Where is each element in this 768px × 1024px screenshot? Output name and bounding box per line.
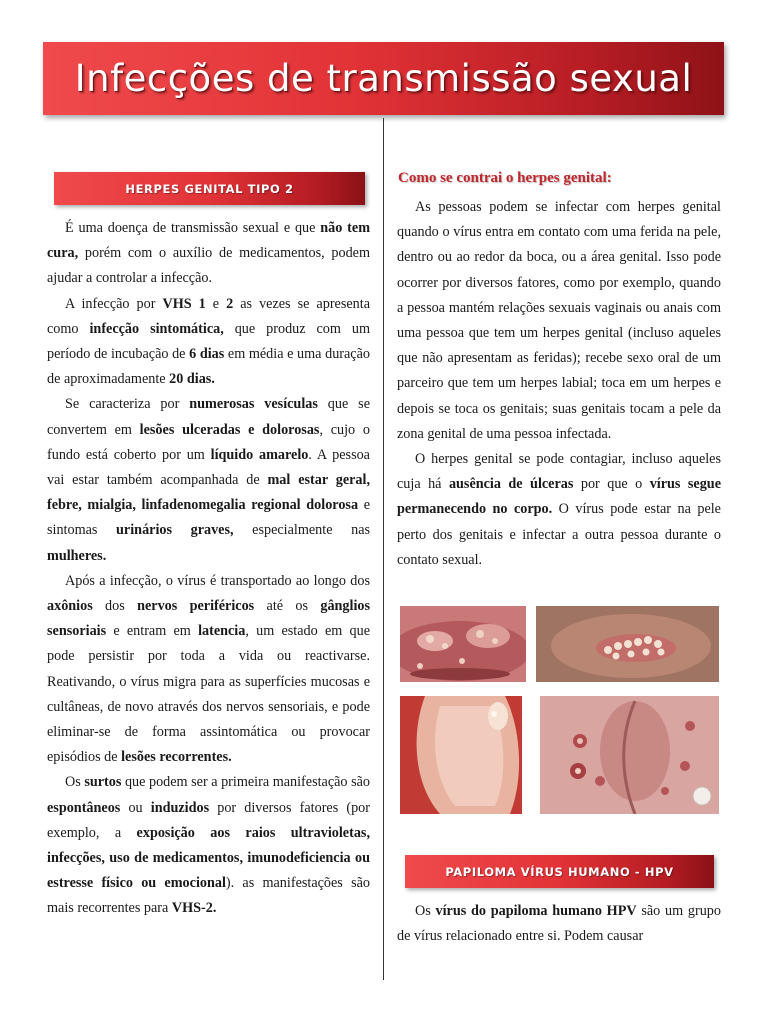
paragraph: A infecção por VHS 1 e 2 as vezes se apresenta como infecção sintomática, que produz com um período de incubação de 6 dias em média e uma duração de aproximadamente 20 dias. [47,295,371,388]
paragraph: É uma doença de transmissão sexual e que não tem cura, porém com o auxílio de medicamentos, podem ajudar a controlar a infecção. [47,220,371,287]
left-column-text [47,216,370,922]
right-column-text [397,195,721,573]
paragraph: Os vírus do papiloma humano HPV são um grupo de vírus relacionado entre si. Podem causar [397,903,721,945]
title-banner [43,42,724,115]
photo-lesion-1 [400,606,526,682]
right-column-text-hpv [397,899,721,949]
photo-lesion-4 [540,696,719,814]
photo-lesion-2 [536,606,719,682]
herpes-photo-grid [396,600,721,820]
paragraph: Os surtos que podem ser a primeira manifestação são espontâneos ou induzidos por diversos fatores (por exemplo, a exposição aos raios ultravioletas, infecções, uso de medicamentos, imunodeficiencia ou estresse físico ou emocional). as manifestações são mais recorrentes para VHS-2. [47,774,371,917]
page-title: Infecções de transmissão sexual [74,57,693,100]
column-divider [383,118,384,980]
photo-lesion-3 [400,696,522,814]
paragraph: Após a infecção, o vírus é transportado ao longo dos axônios dos nervos periféricos até os gânglios sensoriais e entram em latencia, um estado em que pode persistir por toda a vida ou reactivarse. Reativando, o vírus migra para as superfícies mucosas e cultâneas, de novo através dos nervos sensoriais, e pode eliminar-se de forma assintomática ou provocar episódios de lesões recorrentes. [47,572,371,766]
section-title-hpv: PAPILOMA VÍRUS HUMANO - HPV [405,855,714,888]
subheading-how-contracted: Como se contrai o herpes genital: [398,170,612,186]
paragraph: O herpes genital se pode contagiar, incluso aqueles cuja há ausência de úlceras por que o vírus segue permanecendo no corpo. O vírus pode estar na pele perto dos genitais e infectar a outra pessoa durante o contato sexual. [397,451,721,568]
paragraph: Se caracteriza por numerosas vesículas que se convertem em lesões ulceradas e dolorosas, cujo o fundo está coberto por um líquido amarelo. A pessoa vai estar também acompanhada de mal estar geral, febre, mialgia, linfadenomegalia regional dolorosa e sintomas urinários graves, especialmente nas mulheres. [47,396,371,564]
paragraph: As pessoas podem se infectar com herpes genital quando o vírus entra em contato com uma ferida na pele, dentro ou ao redor da boca, ou a área genital. Isso pode ocorrer por diversos fatores, como por exemplo, quando a pessoa mantém relações sexuais vaginais ou anais com uma pessoa que tem um herpes genital (incluso aqueles que não apresentam as feridas); recebe sexo oral de um parceiro que tem um herpes labial; toca em um herpes e depois se toca os genitais; suas genitais tocam a pele da zona genital de uma pessoa infectada. [397,199,721,442]
section-title-herpes: HERPES GENITAL TIPO 2 [54,172,365,205]
